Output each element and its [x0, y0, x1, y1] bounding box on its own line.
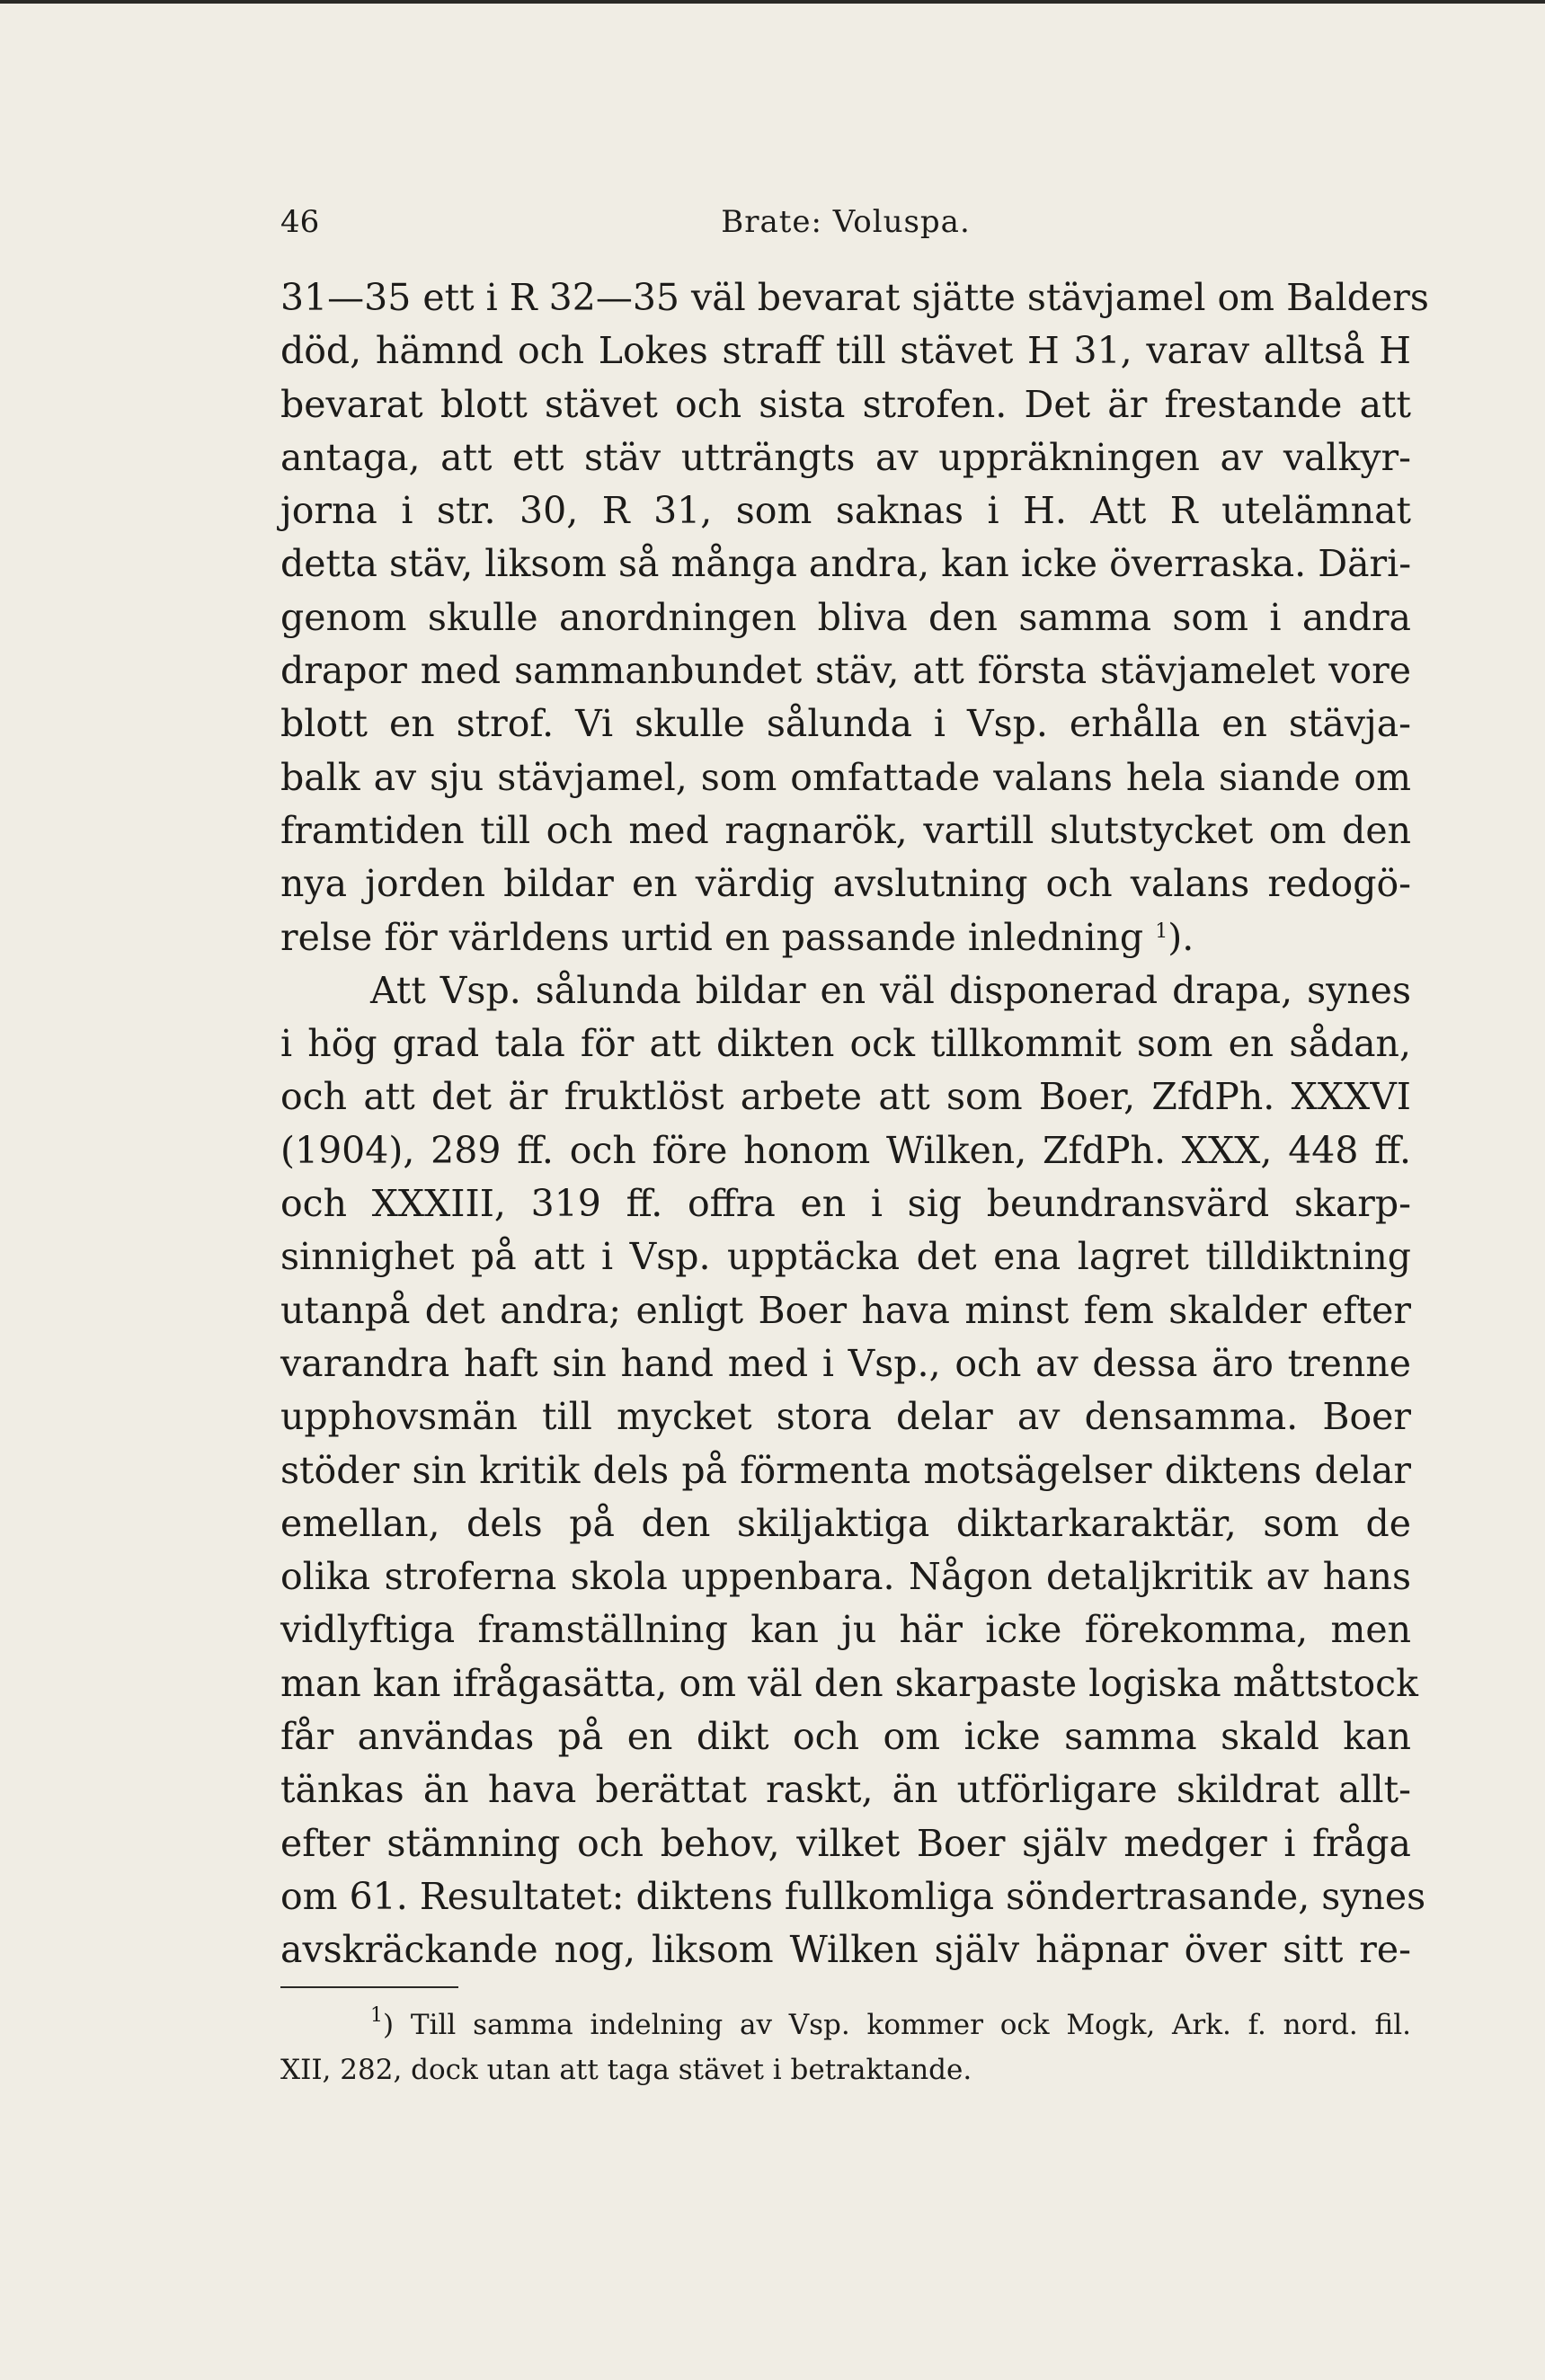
- text-line: balk av sju stävjamel, som omfattade valans hela siande om: [280, 755, 1411, 799]
- text-line: antaga, att ett stäv utträngts av uppräkningen av valkyr-: [280, 435, 1411, 479]
- text-line: och att det är fruktlöst arbete att som Boer, ZfdPh. XXXVI: [280, 1075, 1411, 1119]
- text-line: emellan, dels på den skiljaktiga diktarkaraktär, som de: [280, 1501, 1411, 1545]
- text-line: Att Vsp. sålunda bildar en väl disponerad drapa, synes: [370, 968, 1411, 1012]
- text-line: jorna i str. 30, R 31, som saknas i H. Att R utelämnat: [280, 489, 1411, 533]
- footnote-line: XII, 282, dock utan att taga stävet i betraktande.: [280, 2054, 972, 2086]
- text-line: om 61. Resultatet: diktens fullkomliga söndertrasande, synes: [280, 1874, 1426, 1918]
- text-line-content: relse för världens urtid en passande inledning: [280, 915, 1144, 959]
- text-line: död, hämnd och Lokes straff till stävet H 31, varav alltså H: [280, 329, 1411, 373]
- text-line: olika stroferna skola uppenbara. Någon detaljkritik av hans: [280, 1555, 1411, 1599]
- text-line-with-footnote-ref: [280, 911, 1411, 964]
- footnote-line-text: ) Till samma indelning av Vsp. kommer ock Mogk, Ark. f. nord. fil.: [383, 2009, 1411, 2041]
- text-line: genom skulle anordningen bliva den samma som i andra: [280, 595, 1411, 639]
- text-line: sinnighet på att i Vsp. upptäcka det ena lagret tilldiktning: [280, 1235, 1411, 1279]
- page-number: 46: [280, 204, 320, 240]
- text-line: framtiden till och med ragnarök, vartill slutstycket om den: [280, 808, 1411, 852]
- text-line: varandra haft sin hand med i Vsp., och av dessa äro trenne: [280, 1341, 1411, 1385]
- text-line: upphovsmän till mycket stora delar av densamma. Boer: [280, 1395, 1411, 1439]
- text-line: blott en strof. Vi skulle sålunda i Vsp. erhålla en stävja-: [280, 702, 1411, 746]
- text-line: i hög grad tala för att dikten ock tillkommit som en sådan,: [280, 1022, 1411, 1066]
- footnote: [280, 2003, 1411, 2092]
- text-line: detta stäv, liksom så många andra, kan icke överraska. Däri-: [280, 542, 1412, 586]
- running-title: Brate: Voluspa.: [721, 204, 971, 240]
- text-line: stöder sin kritik dels på förmenta motsägelser diktens delar: [280, 1448, 1411, 1492]
- text-line: man kan ifrågasätta, om väl den skarpaste logiska måttstock: [280, 1661, 1418, 1705]
- text-line: vidlyftiga framställning kan ju här icke förekomma, men: [280, 1608, 1411, 1652]
- body-text: [280, 271, 1429, 1977]
- text-line: efter stämning och behov, vilket Boer själv medger i fråga: [280, 1821, 1411, 1865]
- text-line: 31—35 ett i R 32—35 väl bevarat sjätte stävjamel om Balders: [280, 276, 1429, 319]
- page-header: [280, 200, 1411, 244]
- text-line: och XXXIII, 319 ff. offra en i sig beundransvärd skarp-: [280, 1182, 1411, 1226]
- text-line: tänkas än hava berättat raskt, än utförligare skildrat allt-: [280, 1768, 1411, 1812]
- text-line-tail: ).: [1168, 915, 1194, 959]
- text-line: nya jorden bildar en värdig avslutning och valans redogö-: [280, 862, 1411, 906]
- footnote-line: [280, 2003, 1411, 2047]
- text-line: drapor med sammanbundet stäv, att första stävjamelet vore: [280, 649, 1411, 693]
- top-edge-rule: [0, 0, 1545, 4]
- footnote-divider: [280, 1986, 458, 1988]
- text-line: bevarat blott stävet och sista strofen. Det är frestande att: [280, 382, 1411, 426]
- text-line: (1904), 289 ff. och före honom Wilken, ZfdPh. XXX, 448 ff.: [280, 1128, 1411, 1172]
- text-line: utanpå det andra; enligt Boer hava minst fem skalder efter: [280, 1288, 1411, 1332]
- text-line: får användas på en dikt och om icke samma skald kan: [280, 1715, 1411, 1759]
- footnote-reference[interactable]: 1: [1155, 919, 1168, 943]
- text-line: avskräckande nog, liksom Wilken själv häpnar över sitt re-: [280, 1928, 1411, 1972]
- footnote-marker: 1: [370, 2004, 383, 2027]
